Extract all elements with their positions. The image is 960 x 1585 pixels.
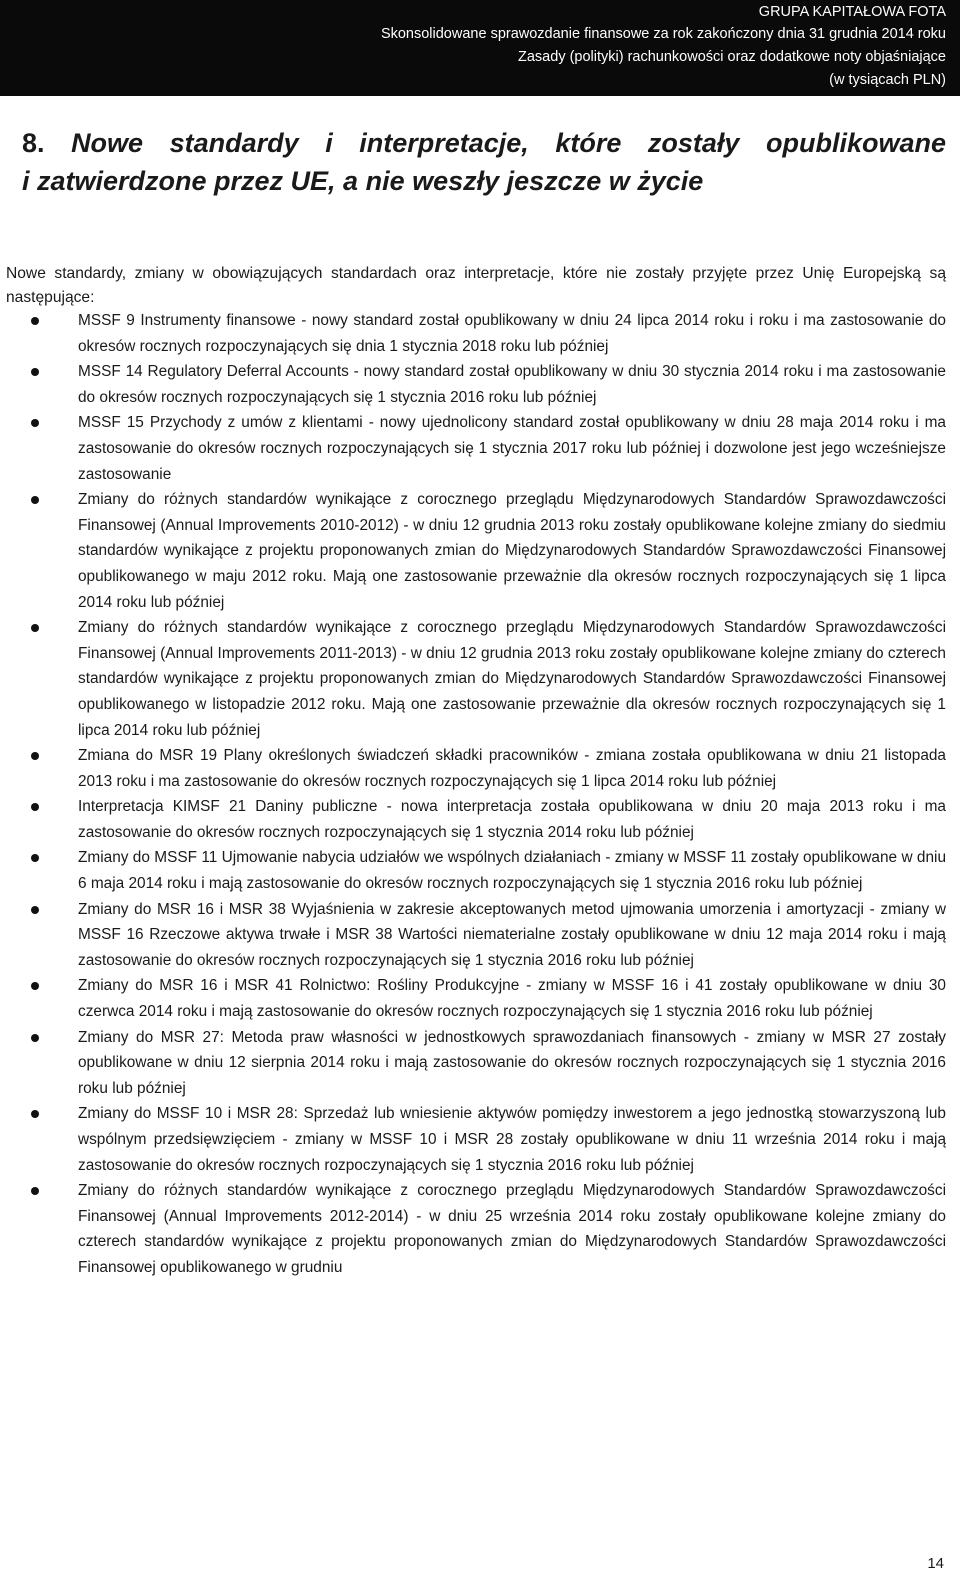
report-title: Skonsolidowane sprawozdanie finansowe za rok zakończony dnia 31 grudnia 2014 roku: [380, 26, 946, 42]
list-item-text: Interpretacja KIMSF 21 Daniny publiczne - nowa interpretacja została opublikowana w dniu 20 maja 2013 roku i ma zastosowanie do okresów rocznych rozpoczynających się 1 stycznia 2014 roku lub później: [78, 798, 946, 841]
heading-word: które: [555, 128, 622, 158]
list-item-text: MSSF 9 Instrumenty finansowe - nowy standard został opublikowany w dniu 24 lipca 2014 roku i roku i ma zastosowanie do okresów rocznych rozpoczynających się dnia 1 stycznia 2018 roku lub później: [78, 312, 946, 355]
list-item-text: Zmiany do MSR 16 i MSR 38 Wyjaśnienia w zakresie akceptowanych metod ujmowania umorzenia i amortyzacji - zmiany w MSSF 16 Rzeczowe aktywa trwałe i MSR 38 Wartości niematerialne zostały opublikowane w dniu 12 maja 2014 roku i mają zastosowanie do okresów rocznych rozpoczynających się 1 stycznia 2016 roku lub później: [78, 900, 946, 969]
list-item-text: MSSF 14 Regulatory Deferral Accounts - nowy standard został opublikowany w dniu 30 stycznia 2014 roku i ma zastosowanie do okresów rocznych rozpoczynających się 1 stycznia 2016 roku lub później: [78, 363, 946, 406]
section-heading: [22, 124, 946, 200]
heading-word: i: [325, 128, 333, 158]
list-item-text: Zmiany do różnych standardów wynikające z corocznego przeglądu Międzynarodowych Standardów Sprawozdawczości Finansowej (Annual Improvements 2011-2013) - w dniu 12 grudnia 2013 roku zostały opublikowane kolejne zmiany do czterech standardów wynikające z projektu proponowanych zmian do Międzynarodowych Standardów Sprawozdawczości Finansowej opublikowanego w listopadzie 2012 roku. Mają one zastosowanie przeważnie dla okresów rocznych rozpoczynających się 1 lipca 2014 roku lub później: [78, 619, 946, 739]
bullet-icon: [31, 419, 39, 427]
list-item-text: Zmiany do różnych standardów wynikające z corocznego przeglądu Międzynarodowych Standardów Sprawozdawczości Finansowej (Annual Improvements 2012-2014) - w dniu 25 września 2014 roku zostały opublikowane kolejne zmiany do czterech standardów wynikające z projektu proponowanych zmian do Międzynarodowych Standardów Sprawozdawczości Finansowej opublikowanego w grudniu: [78, 1182, 946, 1276]
heading-word: interpretacje,: [359, 128, 529, 158]
document-header: [0, 0, 960, 96]
list-item: [0, 973, 946, 1024]
list-item-text: Zmiany do MSSF 11 Ujmowanie nabycia udziałów we wspólnych działaniach - zmiany w MSSF 11 zostały opublikowane w dniu 6 maja 2014 roku i mają zastosowanie do okresów rocznych rozpoczynających się 1 stycznia 2016 roku lub później: [78, 849, 946, 893]
list-item: [0, 794, 946, 845]
bullet-icon: [31, 752, 39, 760]
list-item: [0, 487, 946, 615]
standards-list: [0, 308, 960, 1281]
intro-paragraph: Nowe standardy, zmiany w obowiązujących standardach oraz interpretacje, które nie zostały przyjęte przez Unię Europejską są następujące:: [6, 264, 946, 306]
list-item: [0, 743, 946, 794]
list-item: [0, 1178, 946, 1280]
bullet-icon: [31, 1187, 39, 1195]
report-subtitle: Zasady (polityki) rachunkowości oraz dodatkowe noty objaśniające: [518, 49, 946, 65]
currency-units: (w tysiącach PLN): [829, 72, 946, 88]
bullet-icon: [31, 982, 39, 990]
list-item: [0, 845, 946, 896]
bullet-icon: [31, 368, 39, 376]
heading-word: Nowe: [71, 128, 144, 158]
list-item: [0, 1101, 946, 1178]
heading-line-2: i zatwierdzone przez UE, a nie weszły jeszcze w życie: [22, 166, 704, 196]
list-item: [0, 897, 946, 974]
bullet-icon: [31, 1034, 39, 1042]
bullet-icon: [31, 317, 39, 325]
section-number: 8.: [22, 128, 45, 158]
heading-line-1: [22, 124, 946, 162]
list-item: [0, 359, 946, 410]
bullet-icon: [31, 496, 39, 504]
page-number: 14: [927, 1555, 944, 1572]
list-item: [0, 615, 946, 743]
heading-word: zostały: [647, 128, 740, 158]
heading-word: standardy: [169, 128, 299, 158]
bullet-icon: [31, 624, 39, 632]
list-item-text: Zmiany do MSR 16 i MSR 41 Rolnictwo: Rośliny Produkcyjne - zmiany w MSSF 16 i 41 zostały opublikowane w dniu 30 czerwca 2014 roku i mają zastosowanie do okresów rocznych rozpoczynających się 1 stycznia 2016 roku lub później: [78, 977, 946, 1021]
list-item-text: Zmiana do MSR 19 Plany określonych świadczeń składki pracowników - zmiana została opublikowana w dniu 21 listopada 2013 roku i ma zastosowanie do okresów rocznych rozpoczynających się 1 lipca 2014 roku lub później: [78, 747, 946, 790]
list-item-text: Zmiany do MSSF 10 i MSR 28: Sprzedaż lub wniesienie aktywów pomiędzy inwestorem a jego jednostką stowarzyszoną lub wspólnym przedsięwzięciem - zmiany w MSSF 10 i MSR 28 zostały opublikowane w dniu 11 września 2014 roku i mają zastosowanie do okresów rocznych rozpoczynających się 1 stycznia 2016 roku lub później: [78, 1105, 946, 1174]
bullet-icon: [31, 1110, 39, 1118]
bullet-icon: [31, 854, 39, 862]
bullet-icon: [31, 906, 39, 914]
heading-word: opublikowane: [765, 128, 946, 158]
bullet-icon: [31, 803, 39, 811]
list-item-text: MSSF 15 Przychody z umów z klientami - nowy ujednolicony standard został opublikowany w dniu 28 maja 2014 roku i ma zastosowanie do okresów rocznych rozpoczynających się 1 stycznia 2017 roku lub później i dozwolone jest jego wcześniejsze zastosowanie: [78, 414, 946, 483]
list-item: [0, 410, 946, 487]
list-item: [0, 1025, 946, 1102]
list-item-text: Zmiany do różnych standardów wynikające z corocznego przeglądu Międzynarodowych Standardów Sprawozdawczości Finansowej (Annual Improvements 2010-2012) - w dniu 12 grudnia 2013 roku zostały opublikowane kolejne zmiany do siedmiu standardów wynikające z projektu proponowanych zmian do Międzynarodowych Standardów Sprawozdawczości Finansowej opublikowanego w maju 2012 roku. Mają one zastosowanie przeważnie dla okresów rocznych rozpoczynających się 1 lipca 2014 roku lub później: [78, 491, 946, 611]
list-item: [0, 308, 946, 359]
company-name: GRUPA KAPITAŁOWA FOTA: [758, 4, 946, 20]
list-item-text: Zmiany do MSR 27: Metoda praw własności w jednostkowych sprawozdaniach finansowych - zmiany w MSR 27 zostały opublikowane w dniu 12 sierpnia 2014 roku i mają zastosowanie do okresów rocznych rozpoczynających się 1 stycznia 2016 roku lub później: [78, 1028, 946, 1097]
